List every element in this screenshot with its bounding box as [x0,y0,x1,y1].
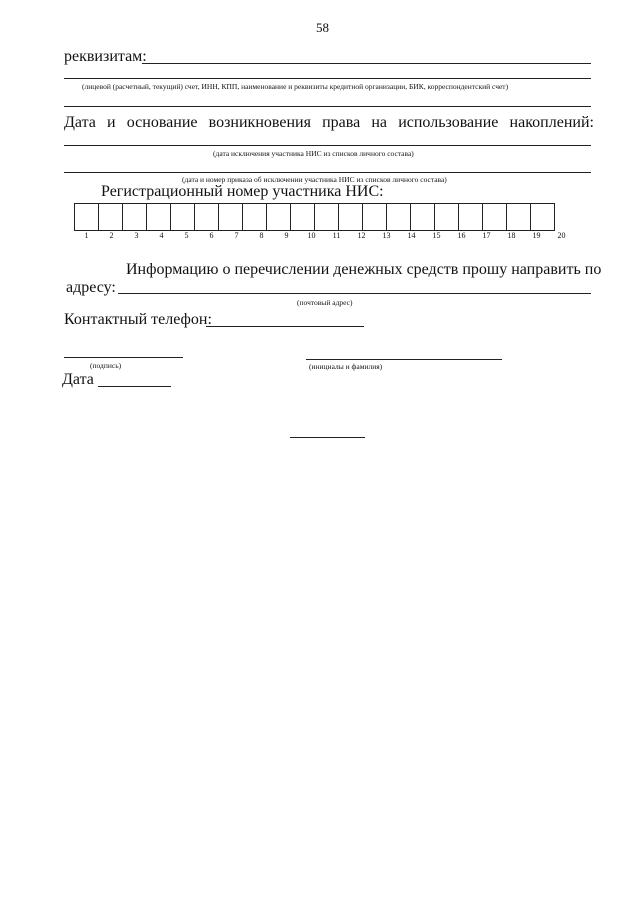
cell-number: 6 [209,231,214,240]
basis-word: возникновения [208,114,311,131]
requisites-line-3[interactable] [64,106,591,107]
exclusion-date-caption: (дата исключения участника НИС из списков личного состава) [213,149,414,158]
cell-number: 13 [382,231,391,240]
cell-number: 16 [457,231,466,240]
basis-heading [64,114,594,132]
reg-number-cell[interactable] [386,203,411,231]
end-separator [290,437,365,438]
name-line[interactable] [306,359,502,360]
reg-number-cell[interactable] [362,203,387,231]
reg-number-cell[interactable] [266,203,291,231]
exclusion-date-line[interactable] [64,145,591,146]
cell-number: 9 [284,231,289,240]
basis-word: накоплений: [509,114,594,131]
reg-number-cell[interactable] [290,203,315,231]
cell-number: 12 [357,231,366,240]
phone-line[interactable] [206,326,364,327]
page-number: 58 [316,20,329,35]
reg-number-cell[interactable] [434,203,459,231]
reg-number-cell[interactable] [314,203,339,231]
transfer-text: Информацию о перечислении денежных средств прошу направить по [126,261,602,278]
address-label: адресу: [66,279,116,296]
reg-number-cell[interactable] [74,203,99,231]
cell-number: 2 [109,231,114,240]
date-label: Дата [62,371,94,388]
date-line[interactable] [98,386,171,387]
postal-caption: (почтовый адрес) [297,298,353,307]
cell-number: 4 [159,231,164,240]
reg-number-cells [74,203,554,231]
reg-number-label: Регистрационный номер участника НИС: [101,183,384,200]
cell-number: 14 [407,231,416,240]
reg-number-cell[interactable] [146,203,171,231]
reg-number-cell[interactable] [170,203,195,231]
cell-number: 18 [507,231,516,240]
signature-caption: (подпись) [90,361,122,370]
reg-number-cell[interactable] [338,203,363,231]
cell-numbers [74,231,574,240]
reg-number-cell[interactable] [242,203,267,231]
reg-number-cell[interactable] [122,203,147,231]
requisites-caption: (лицевой (расчетный, текущий) счет, ИНН, КПП, наименование и реквизиты кредитной организации, БИК, корреспондентский счет) [82,82,509,91]
reg-number-cell[interactable] [194,203,219,231]
cell-number: 11 [332,231,341,240]
cell-number: 19 [532,231,541,240]
basis-word: основание [126,114,198,131]
basis-word: и [107,114,116,131]
basis-word: на [371,114,388,131]
order-line[interactable] [64,172,591,173]
requisites-line-2[interactable] [64,78,591,79]
cell-number: 7 [234,231,239,240]
reg-number-cell[interactable] [506,203,531,231]
cell-number: 3 [134,231,139,240]
cell-number: 17 [482,231,491,240]
cell-number: 20 [557,231,566,240]
name-caption: (инициалы и фамилия) [309,362,383,371]
requisites-line[interactable] [142,63,591,64]
reg-number-cell[interactable] [458,203,483,231]
signature-line[interactable] [64,357,183,358]
cell-number: 15 [432,231,441,240]
reg-number-cell[interactable] [482,203,507,231]
basis-word: Дата [64,114,96,131]
reg-number-cell[interactable] [218,203,243,231]
cell-number: 1 [84,231,89,240]
order-caption: (дата и номер приказа об исключении участника НИС из списков личного состава) [182,175,447,184]
reg-number-cell[interactable] [98,203,123,231]
basis-word: использование [398,114,499,131]
reg-number-cell[interactable] [410,203,435,231]
phone-label: Контактный телефон: [64,311,212,328]
cell-number: 8 [259,231,264,240]
address-line[interactable] [118,293,591,294]
cell-number: 5 [184,231,189,240]
reg-number-cell[interactable] [530,203,555,231]
requisites-label: реквизитам: [64,48,147,65]
basis-word: права [322,114,361,131]
cell-number: 10 [307,231,316,240]
